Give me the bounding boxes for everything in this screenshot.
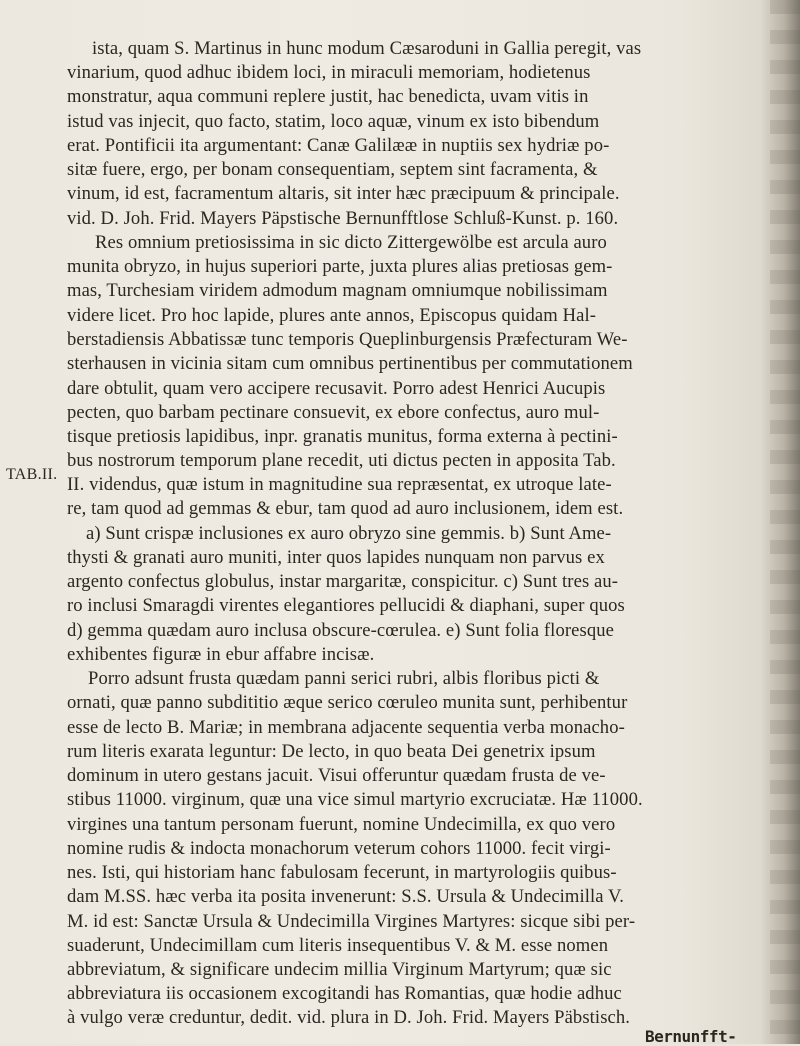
text-line: ro inclusi Smaragdi virentes elegantiores pellucidi & diaphani, super quos bbox=[67, 595, 625, 616]
text-line: Res omnium pretiosissima in sic dicto Zittergewölbe est arcula auro bbox=[95, 232, 607, 253]
text-line: vinum, id est, facramentum altaris, sit inter hæc præcipuum & principale. bbox=[67, 183, 620, 204]
text-line: Porro adsunt frusta quædam panni serici rubri, albis floribus picti & bbox=[88, 668, 600, 689]
text-line: sitæ fuere, ergo, per bonam consequentiam, septem sint facramenta, & bbox=[67, 159, 598, 180]
text-line: à vulgo veræ creduntur, dedit. vid. plura in D. Joh. Frid. Mayers Päbstisch. bbox=[67, 1007, 631, 1028]
text-line: nomine rudis & indocta monachorum veterum cohors 11000. fecit virgi- bbox=[67, 838, 611, 859]
text-line: exhibentes figuræ in ebur affabre incisæ. bbox=[67, 644, 375, 665]
text-line: a) Sunt crispæ inclusiones ex auro obryzo sine gemmis. b) Sunt Ame- bbox=[86, 523, 612, 544]
text-line: d) gemma quædam auro inclusa obscure-cœrulea. e) Sunt folia floresque bbox=[67, 620, 614, 641]
text-line: II. videndus, quæ istum in magnitudine sua repræsentat, ex utroque late- bbox=[67, 474, 612, 495]
text-line: monstratur, aqua communi replere justit, hac benedicta, uvam vitis in bbox=[67, 86, 589, 107]
text-line: stibus 11000. virginum, quæ una vice simul martyrio excruciatæ. Hæ 11000. bbox=[67, 789, 643, 810]
text-line: abbreviatum, & significare undecim millia Virginum Martyrum; quæ sic bbox=[67, 959, 612, 980]
text-line: dam M.SS. hæc verba ita posita invenerunt: S.S. Ursula & Undecimilla V. bbox=[67, 886, 624, 907]
text-line: vid. D. Joh. Frid. Mayers Päpstische Bernunfftlose Schluß-Kunst. p. 160. bbox=[67, 208, 619, 229]
text-line: dare obtulit, quam vero accipere recusavit. Porro adest Henrici Aucupis bbox=[67, 378, 606, 399]
text-line: berstadiensis Abbatissæ tunc temporis Queplinburgensis Præfecturam We- bbox=[67, 329, 628, 350]
text-line: thysti & granati auro muniti, inter quos lapides nunquam non parvus ex bbox=[67, 547, 605, 568]
text-line: munita obryzo, in hujus superiori parte, juxta plures alias pretiosas gem- bbox=[67, 256, 613, 277]
text-line: erat. Pontificii ita argumentant: Canæ Galilææ in nuptiis sex hydriæ po- bbox=[67, 135, 610, 156]
margin-note-tab: TAB.II. bbox=[6, 466, 58, 483]
text-line: sterhausen in vicinia sitam cum omnibus pertinentibus per commutationem bbox=[67, 353, 633, 374]
text-line: abbreviatura iis occasionem excogitandi has Romantias, quæ hodie adhuc bbox=[67, 983, 622, 1004]
text-line: rum literis exarata leguntur: De lecto, in quo beata Dei genetrix ipsum bbox=[67, 741, 596, 762]
text-line: mas, Turchesiam viridem admodum magnam omniumque nobilissimam bbox=[67, 280, 608, 301]
text-line: tisque pretiosis lapidibus, inpr. granatis munitus, forma externa à pectini- bbox=[67, 426, 618, 447]
text-line: bus nostrorum temporum plane recedit, uti dictus pecten in apposita Tab. bbox=[67, 450, 616, 471]
catchword: Bernunfft- bbox=[645, 1027, 737, 1046]
text-line: suaderunt, Undecimillam cum literis insequentibus V. & M. esse nomen bbox=[67, 935, 609, 956]
text-line: istud vas injecit, quo facto, statim, loco aquæ, vinum ex isto bibendum bbox=[67, 111, 600, 132]
text-line: nes. Isti, qui historiam hanc fabulosam fecerunt, in martyrologiis quibus- bbox=[67, 862, 617, 883]
text-line: M. id est: Sanctæ Ursula & Undecimilla Virgines Martyres: sicque sibi per- bbox=[67, 911, 636, 932]
text-line: vinarium, quod adhuc ibidem loci, in miraculi memoriam, hodietenus bbox=[67, 62, 591, 83]
text-line: virgines una tantum personam fuerunt, nomine Undecimilla, ex quo vero bbox=[67, 814, 616, 835]
text-line: dominum in utero gestans jacuit. Visui offeruntur quædam frusta de ve- bbox=[67, 765, 606, 786]
text-line: argento confectus globulus, instar margaritæ, conspicitur. c) Sunt tres au- bbox=[67, 571, 619, 592]
text-line: ista, quam S. Martinus in hunc modum Cæsaroduni in Gallia peregit, vas bbox=[92, 38, 642, 59]
text-line: esse de lecto B. Mariæ; in membrana adjacente sequentia verba monacho- bbox=[67, 717, 625, 738]
text-line: re, tam quod ad gemmas & ebur, tam quod ad auro inclusionem, idem est. bbox=[67, 498, 624, 519]
text-line: ornati, quæ panno subdititio æque serico cœruleo munita sunt, perhibentur bbox=[67, 692, 628, 713]
text-line: pecten, quo barbam pectinare consuevit, ex ebore confectus, auro mul- bbox=[67, 402, 600, 423]
text-line: videre licet. Pro hoc lapide, plures ante annos, Episcopus quidam Hal- bbox=[67, 305, 597, 326]
